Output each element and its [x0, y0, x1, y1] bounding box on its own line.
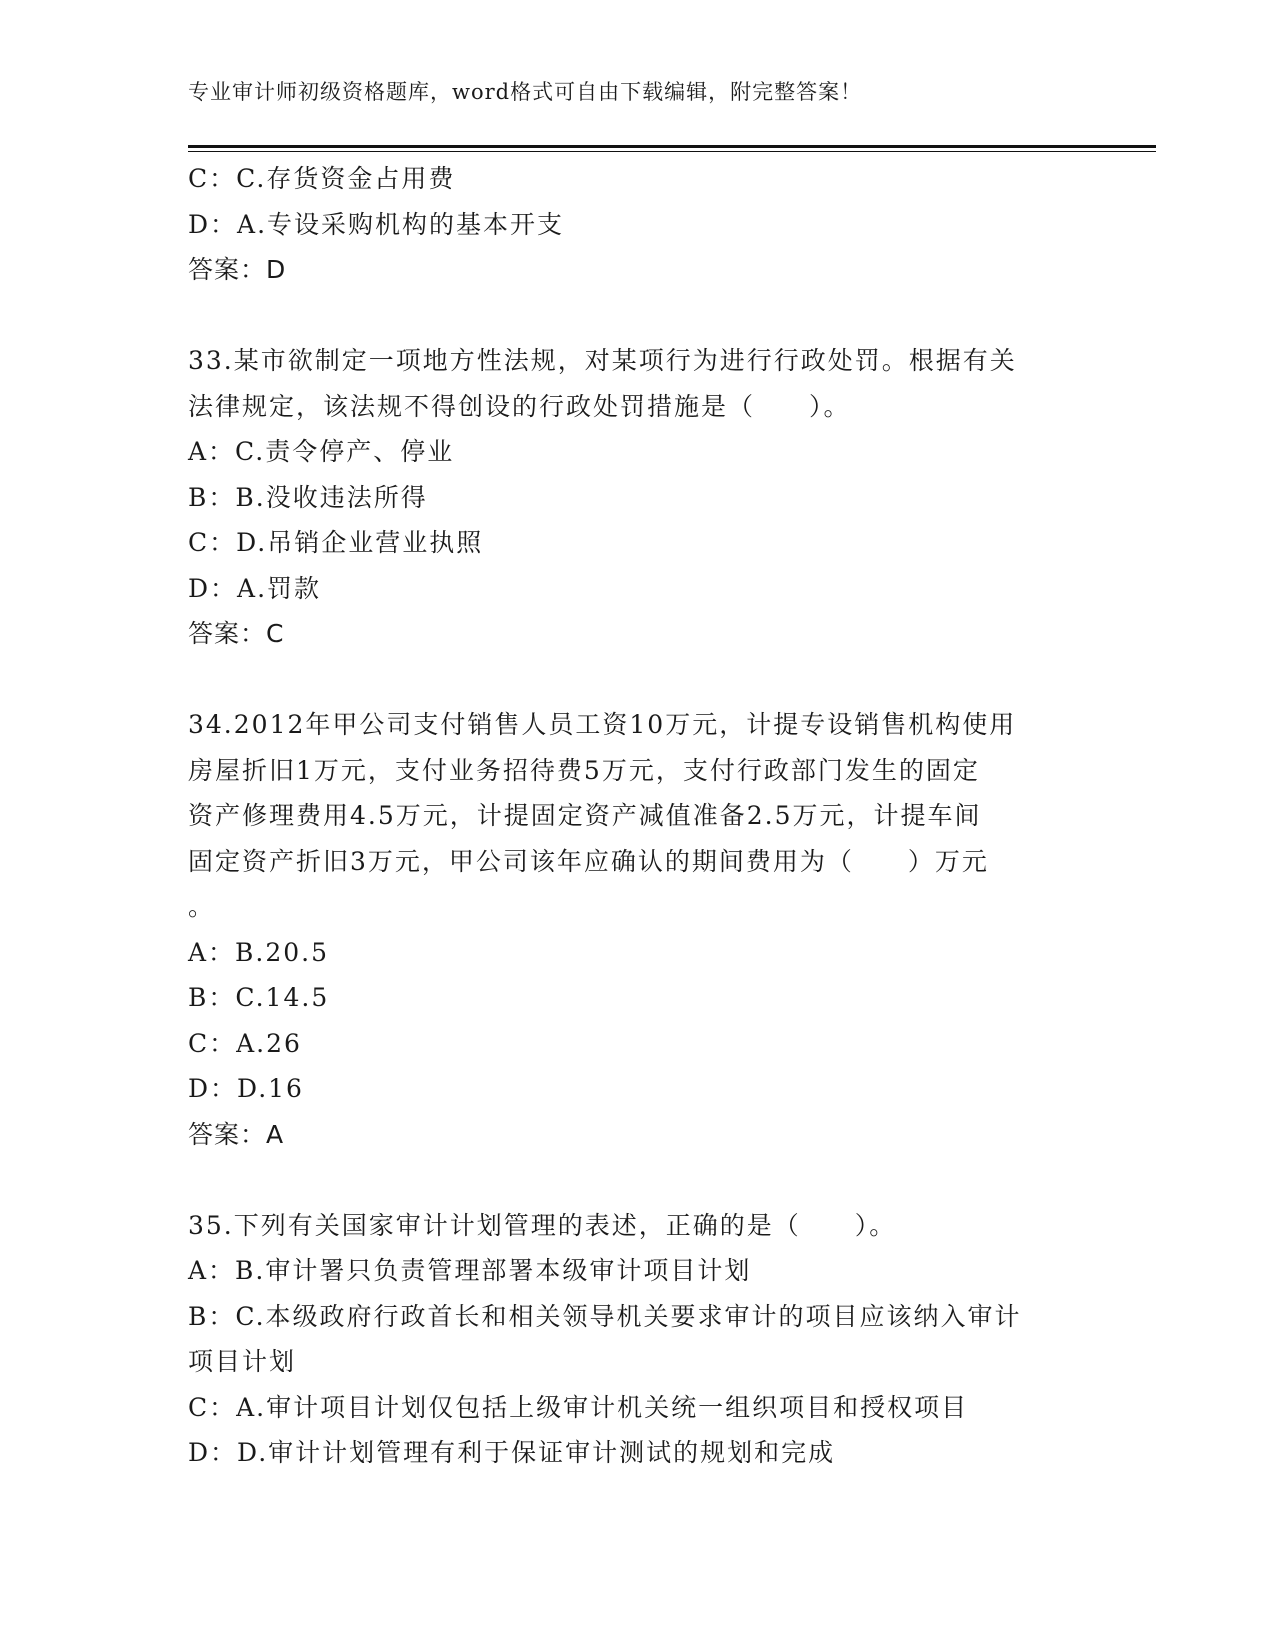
- question-stem-line: 33.某市欲制定一项地方性法规，对某项行为进行行政处罚。根据有关: [188, 346, 1017, 375]
- answer-line: 答案：A: [188, 1119, 285, 1149]
- option-line: A：C.责令停产、停业: [188, 437, 455, 466]
- prev-question: [188, 156, 1068, 293]
- header-divider-thick: [188, 145, 1156, 148]
- spacer: [188, 1157, 1068, 1203]
- spacer: [188, 293, 1068, 339]
- option-line: D：D.审计计划管理有利于保证审计测试的规划和完成: [188, 1438, 836, 1467]
- option-line: A：B.审计署只负责管理部署本级审计项目计划: [188, 1256, 752, 1285]
- question-34: [188, 702, 1068, 1157]
- answer-line: 答案：C: [188, 619, 285, 648]
- option-line: D：D.16: [188, 1074, 304, 1103]
- option-line: C：D.吊销企业营业执照: [188, 528, 484, 557]
- option-line: 项目计划: [188, 1347, 297, 1376]
- option-line: B：C.14.5: [188, 983, 330, 1012]
- page-header: 专业审计师初级资格题库，word格式可自由下载编辑，附完整答案！: [188, 80, 863, 104]
- option-line: B：C.本级政府行政首长和相关领导机关要求审计的项目应该纳入审计: [188, 1301, 1022, 1331]
- option-line: C：A.26: [188, 1028, 302, 1058]
- question-stem-line: 法律规定，该法规不得创设的行政处罚措施是（ ）。: [188, 391, 851, 421]
- option-line: B：B.没收违法所得: [188, 482, 428, 512]
- question-stem-line: 34.2012年甲公司支付销售人员工资10万元，计提专设销售机构使用: [188, 710, 1017, 739]
- spacer: [188, 657, 1068, 703]
- option-line: D：A.罚款: [188, 573, 322, 603]
- question-stem-line: 资产修理费用4.5万元，计提固定资产减值准备2.5万元，计提车间: [188, 801, 982, 830]
- option-line: C：A.审计项目计划仅包括上级审计机关统一组织项目和授权项目: [188, 1392, 969, 1422]
- question-stem-line: 房屋折旧1万元，支付业务招待费5万元，支付行政部门发生的固定: [188, 755, 980, 785]
- option-line: C：C.存货资金占用费: [188, 164, 456, 193]
- question-content: [188, 156, 1068, 1476]
- question-stem-line: 固定资产折旧3万元，甲公司该年应确认的期间费用为（ ）万元: [188, 846, 989, 876]
- question-35: [188, 1203, 1068, 1476]
- answer-line: 答案：D: [188, 255, 287, 284]
- header-divider-thin: [188, 151, 1156, 152]
- option-line: A：B.20.5: [188, 937, 330, 967]
- question-stem-line: 。: [188, 892, 216, 921]
- question-stem-line: 35.下列有关国家审计计划管理的表述，正确的是（ ）。: [188, 1210, 897, 1240]
- question-33: [188, 338, 1068, 657]
- option-line: D：A.专设采购机构的基本开支: [188, 209, 565, 239]
